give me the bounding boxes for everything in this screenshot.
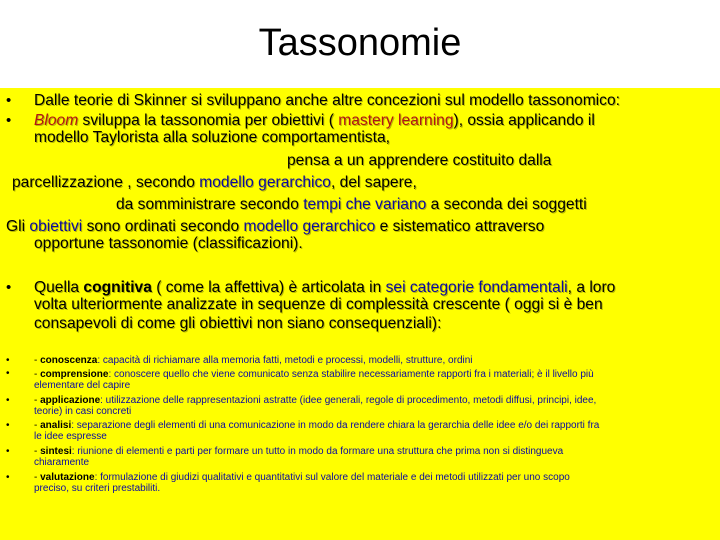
text: ( come la affettiva) è articolata in — [151, 279, 386, 296]
bullet-icon: • — [6, 395, 10, 406]
obiettivi-term: obiettivi — [29, 218, 83, 235]
category-applicazione — [34, 395, 596, 406]
category-description: : capacità di richiamare alla memoria fatti, metodi e processi, modelli, strutture, ordini — [97, 355, 473, 366]
text: - — [34, 369, 41, 380]
text: - — [34, 472, 41, 483]
bloom-name: Bloom — [34, 112, 79, 129]
modello-gerarchico-term: modello gerarchico — [199, 174, 331, 191]
bullet-icon: • — [6, 472, 10, 483]
modello-gerarchico-term: modello gerarchico — [243, 218, 376, 235]
cognitiva-line — [34, 279, 615, 297]
text: - — [34, 395, 41, 406]
bullet-icon: • — [6, 92, 12, 109]
bullet-icon: • — [6, 446, 10, 457]
taylorist-line: modello Taylorista alla soluzione comportamentista, — [34, 129, 390, 146]
category-comprensione — [34, 369, 594, 380]
category-description: : separazione degli elementi di una comunicazione in modo da rendere chiara la gerarchia delle idee e/o dei rapporti fra — [71, 420, 600, 431]
text: Quella — [34, 279, 84, 296]
bullet-icon: • — [6, 279, 12, 296]
text: - — [34, 420, 41, 431]
slide-title: Tassonomie — [258, 22, 462, 64]
category-term: conoscenza — [40, 355, 98, 366]
bullet-icon: • — [6, 112, 12, 129]
text: , del sapere, — [330, 174, 417, 191]
tempi-term: tempi che variano — [303, 196, 427, 213]
category-description-cont: teorie) in casi concreti — [34, 406, 132, 417]
text: - — [34, 355, 41, 366]
obiettivi-line — [6, 218, 544, 236]
category-analisi — [34, 420, 599, 431]
category-description: : utilizzazione delle rappresentazioni astratte (idee generali, regole di procedimento, metodi diffusi, principi, idee, — [100, 395, 597, 406]
category-term: analisi — [40, 420, 72, 431]
category-description-cont: elementare del capire — [34, 380, 131, 391]
cognitiva-term: cognitiva — [83, 279, 152, 296]
bloom-text: sviluppa la tassonomia per obiettivi ( — [78, 112, 339, 129]
category-description-cont: le idee espresse — [34, 431, 107, 442]
complessita-line: volta ulteriormente analizzate in sequenze di complessità crescente ( oggi si è ben — [34, 296, 603, 313]
somministrare-line — [116, 196, 587, 214]
parcellizzazione-line — [12, 174, 417, 192]
mastery-learning-term: mastery learning — [338, 112, 454, 129]
content-panel — [0, 88, 720, 540]
text: , a loro — [567, 279, 616, 296]
category-sintesi — [34, 446, 563, 457]
text: - — [34, 446, 41, 457]
text: a seconda dei soggetti — [426, 196, 587, 213]
tassonomie-line: opportune tassonomie (classificazioni). — [34, 235, 303, 252]
category-description-cont: preciso, su criteri prestabiliti. — [34, 483, 161, 494]
category-conoscenza — [34, 355, 473, 366]
bullet-icon: • — [6, 420, 10, 431]
category-term: comprensione — [40, 369, 109, 380]
category-term: sintesi — [40, 446, 72, 457]
consapevoli-line: consapevoli di come gli obiettivi non siano consequenziali): — [34, 315, 442, 332]
category-description: : conoscere quello che viene comunicato senza stabilire necessariamente rapporti fra i materiali; è il livello più — [108, 369, 594, 380]
text: da somministrare secondo — [116, 196, 304, 213]
category-description-cont: chiaramente — [34, 457, 90, 468]
category-term: valutazione — [40, 472, 95, 483]
category-term: applicazione — [40, 395, 101, 406]
bloom-line — [34, 112, 595, 130]
categorie-term: sei categorie fondamentali — [385, 279, 568, 296]
category-description: : formulazione di giudizi qualitativi e quantitativi sul valore del materiale e dei metodi utilizzati per uno scopo — [94, 472, 570, 483]
skinner-line: Dalle teorie di Skinner si sviluppano anche altre concezioni sul modello tassonomico: — [34, 92, 620, 109]
bullet-icon: • — [6, 368, 10, 379]
text: e sistematico attraverso — [375, 218, 545, 235]
category-description: : riunione di elementi e parti per formare un tutto in modo da formare una struttura che prima non si distingueva — [71, 446, 564, 457]
text: parcellizzazione , secondo — [12, 174, 200, 191]
apprendere-line: pensa a un apprendere costituito dalla — [287, 152, 552, 169]
bloom-text-end: ), ossia applicando il — [453, 112, 595, 129]
text: sono ordinati secondo — [82, 218, 244, 235]
bullet-icon: • — [6, 355, 10, 366]
text: Gli — [6, 218, 30, 235]
category-valutazione — [34, 472, 570, 483]
